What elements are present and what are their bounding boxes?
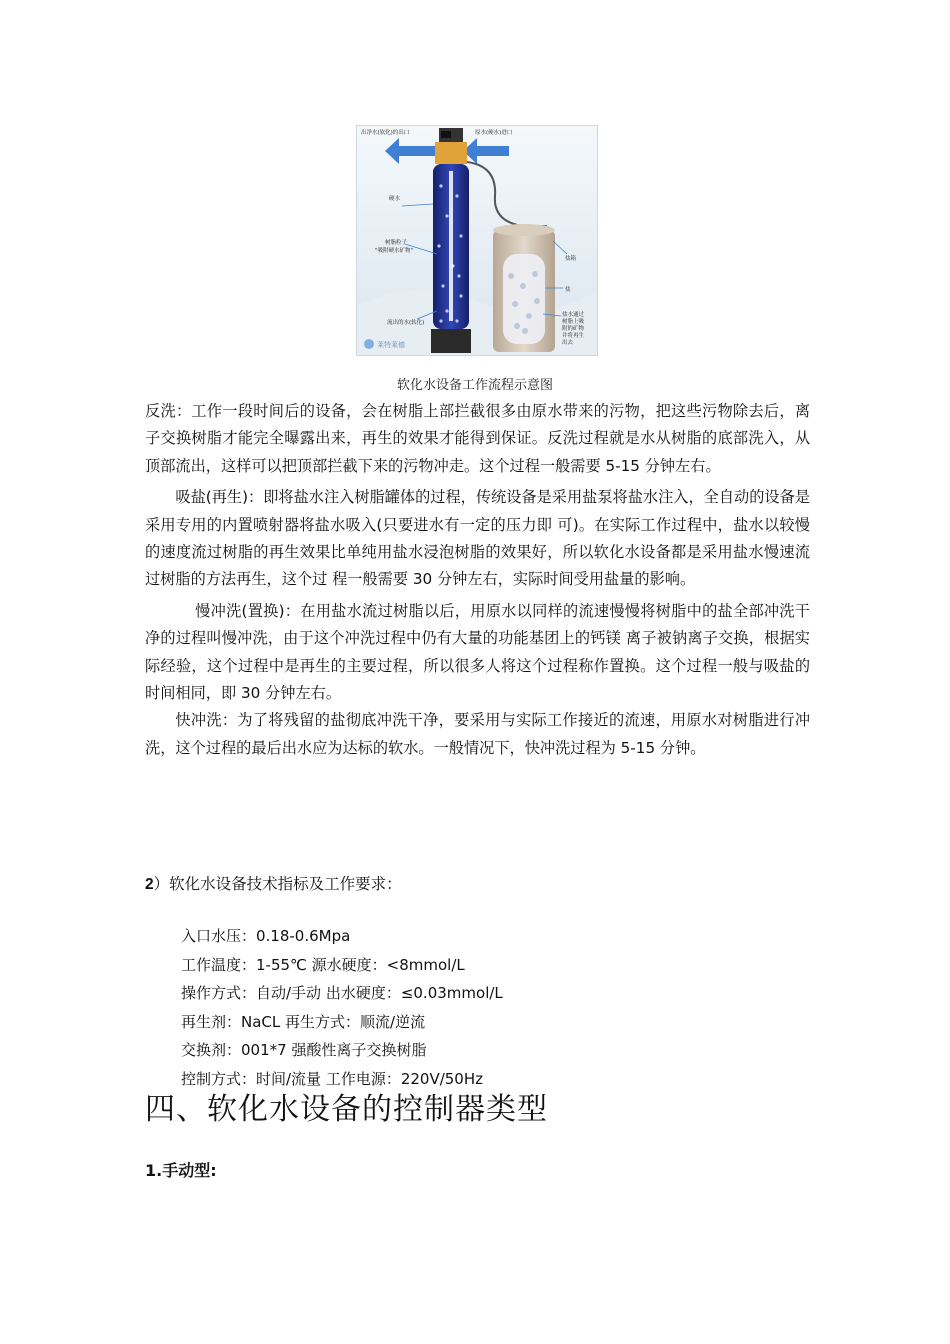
paragraph-fast-rinse: 快冲洗：为了将残留的盐彻底冲洗干净，要采用与实际工作接近的流速，用原水对树脂进行冲洗，这个过程的最后出水应为达标的软水。一般情况下，快冲洗过程为 5-15 分钟。 xyxy=(145,711,810,757)
label-brine-4: 并将再生 xyxy=(562,333,585,339)
brand-logo xyxy=(364,339,406,349)
section-2-number: 2 xyxy=(145,876,154,893)
label-soft-outlet: 出净水(软化)的出口 xyxy=(361,130,410,136)
paragraph-brine: 吸盐(再生)：即将盐水注入树脂罐体的过程，传统设备是采用盐泵将盐水注入，全自动的设备是采用专用的内置喷射器将盐水吸入(只要进水有一定的压力即 可)。在实际工作过程中，盐水以较慢的速度流过树脂的再生效果比单纯用盐水浸泡树脂的效果好，所以软化水设备都是采用盐水慢速流过树脂的方法再生，这个过 程一般需要 30 分钟左右，实际时间受用盐量的影响。 xyxy=(145,488,810,589)
section-4-heading: 四、软化水设备的控制器类型 xyxy=(145,1092,548,1127)
label-salt: 盐 xyxy=(565,287,571,293)
spec-item: 入口水压：0.18-0.6Mpa xyxy=(181,927,351,945)
spec-list xyxy=(181,922,503,1094)
paragraph-backwash: 反洗：工作一段时间后的设备，会在树脂上部拦截很多由原水带来的污物，把这些污物除去后，离子交换树脂才能完全曝露出来，再生的效果才能得到保证。反洗过程就是水从树脂的底部洗入，从顶部流出，这样可以把顶部拦截下来的污物冲走。这个过程一般需要 5-15 分钟左右。 xyxy=(145,402,810,475)
section-2-title: ）软化水设备技术指标及工作要求： xyxy=(153,875,402,893)
label-resin-1: 树脂粒子 xyxy=(385,240,408,246)
process-description xyxy=(145,398,810,762)
paragraph-slow-rinse: 慢冲洗(置换)：在用盐水流过树脂以后，用原水以同样的流速慢慢将树脂中的盐全部冲洗干净的过程叫慢冲洗，由于这个冲洗过程中仍有大量的功能基团上的钙镁 离子被钠离子交换，根据实际经验，这个过程中是再生的主要过程，所以很多人将这个过程称作置换。这个过程一般与吸盐的时间相同，即 30 分钟左右。 xyxy=(145,601,810,703)
spec-item: 控制方式：时间/流量 工作电源：220V/50Hz xyxy=(181,1069,484,1088)
spec-item: 操作方式：自动/手动 出水硬度：≤0.03mmol/L xyxy=(181,984,503,1003)
figure-caption: 软化水设备工作流程示意图 xyxy=(396,378,553,393)
manual-type-heading: 1.手动型: xyxy=(145,1161,217,1180)
label-brine-5: 出去 xyxy=(562,340,574,346)
label-brine-1: 盐水通过 xyxy=(562,312,585,318)
spec-item: 交换剂：001*7 强酸性离子交换树脂 xyxy=(181,1041,427,1060)
label-brine-3: 附的矿物 xyxy=(562,326,585,332)
label-hard-water: 硬水 xyxy=(389,196,401,202)
brand-logo-text: 莱特莱德 xyxy=(377,341,405,349)
label-brine-2: 树脂上吸 xyxy=(562,319,585,325)
valve-body xyxy=(435,142,467,164)
softener-diagram xyxy=(356,125,598,356)
spec-item: 再生剂：NaCL 再生方式：顺流/逆流 xyxy=(181,1012,426,1031)
label-raw-inlet: 原水(硬水)进口 xyxy=(475,130,513,136)
label-salt-lid: 盐箱 xyxy=(565,256,577,262)
label-resin-2: "吸附硬水矿物" xyxy=(375,248,414,254)
softener-diagram-svg xyxy=(357,126,597,355)
section-2-heading xyxy=(145,872,402,894)
spec-item: 工作温度：1-55℃ 源水硬度：<8mmol/L xyxy=(181,955,465,974)
label-soft-water: 流出的水(软化) xyxy=(387,320,425,326)
